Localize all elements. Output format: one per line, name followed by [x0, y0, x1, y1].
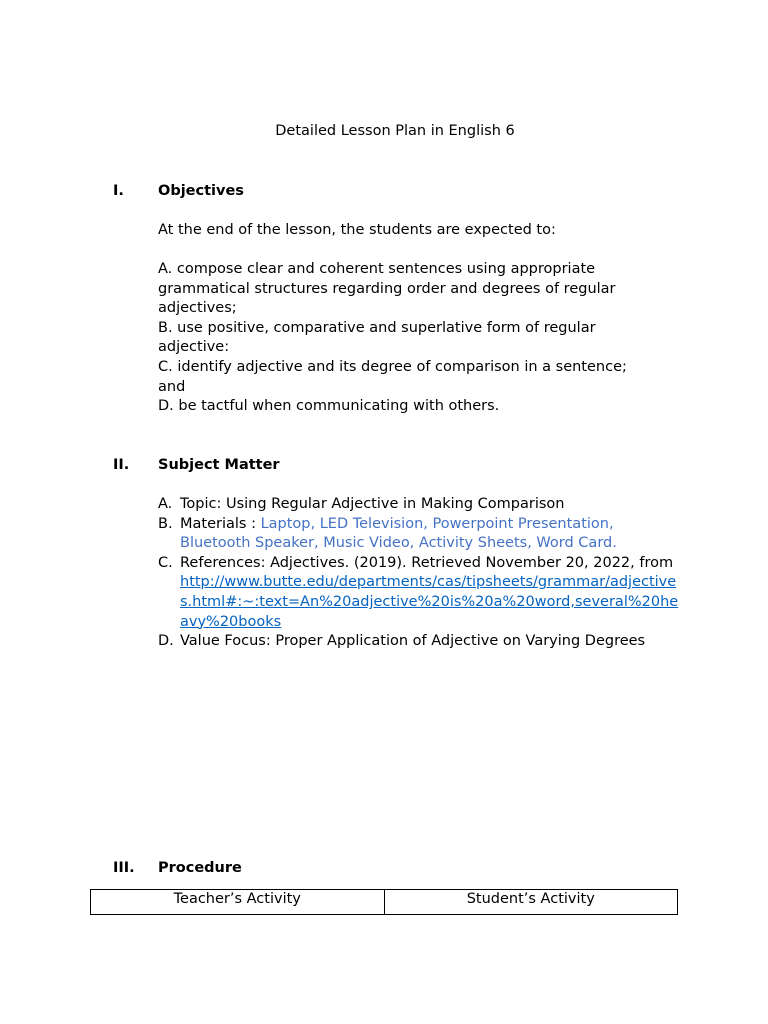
procedure-table: [90, 889, 678, 915]
student-activity-header: Student’s Activity: [384, 890, 678, 915]
objective-item-b: B. use positive, comparative and superlative form of regular adjective:: [158, 319, 596, 356]
objective-item-c: C. identify adjective and its degree of comparison in a sentence; and: [158, 358, 627, 395]
objectives-intro: [158, 221, 678, 241]
list-marker: B.: [158, 515, 173, 532]
procedure-heading: Procedure: [158, 860, 242, 876]
value-focus-text: Value Focus: Proper Application of Adjective on Varying Degrees: [180, 633, 646, 650]
list-marker: C.: [158, 554, 173, 571]
objective-item-a: A. compose clear and coherent sentences using appropriate grammatical structures regarding order and degrees of regular adjectives;: [158, 261, 616, 317]
subject-item-references: [158, 554, 682, 632]
list-marker: A.: [158, 496, 173, 512]
objective-item-d: D. be tactful when communicating with others.: [158, 398, 500, 415]
materials-label: Materials :: [180, 515, 261, 532]
subject-item-topic: [158, 495, 682, 515]
subject-item-materials: [158, 515, 682, 554]
procedure-number: III.: [113, 860, 135, 876]
materials-value: Laptop, LED Television, Powerpoint Presentation, Bluetooth Speaker, Music Video, Activity Sheets, Word Card.: [180, 515, 617, 552]
references-link[interactable]: http://www.butte.edu/departments/cas/tipsheets/grammar/adjectives.html#:~:text=An%20adjective%20is%20a%20word,several%20heavy%20books: [180, 574, 679, 630]
references-citation: References: Adjectives. (2019). Retrieved November 20, 2022, from: [180, 554, 674, 571]
objectives-intro-text: At the end of the lesson, the students are expected to:: [158, 222, 556, 238]
objectives-list: [158, 260, 648, 417]
subject-item-value-focus: [158, 632, 682, 652]
materials-text: [180, 515, 682, 554]
subject-matter-list: [158, 495, 682, 652]
subject-matter-heading: Subject Matter: [158, 457, 280, 473]
subject-matter-number: II.: [113, 457, 130, 473]
references-text: [180, 554, 682, 632]
list-marker: D.: [158, 633, 174, 650]
document-title: Detailed Lesson Plan in English 6: [275, 123, 515, 139]
objectives-number: I.: [113, 183, 124, 199]
objectives-heading: Objectives: [158, 183, 244, 199]
table-header-row: [91, 890, 678, 915]
teacher-activity-header: Teacher’s Activity: [91, 890, 385, 915]
topic-text: Topic: Using Regular Adjective in Making Comparison: [180, 496, 565, 512]
